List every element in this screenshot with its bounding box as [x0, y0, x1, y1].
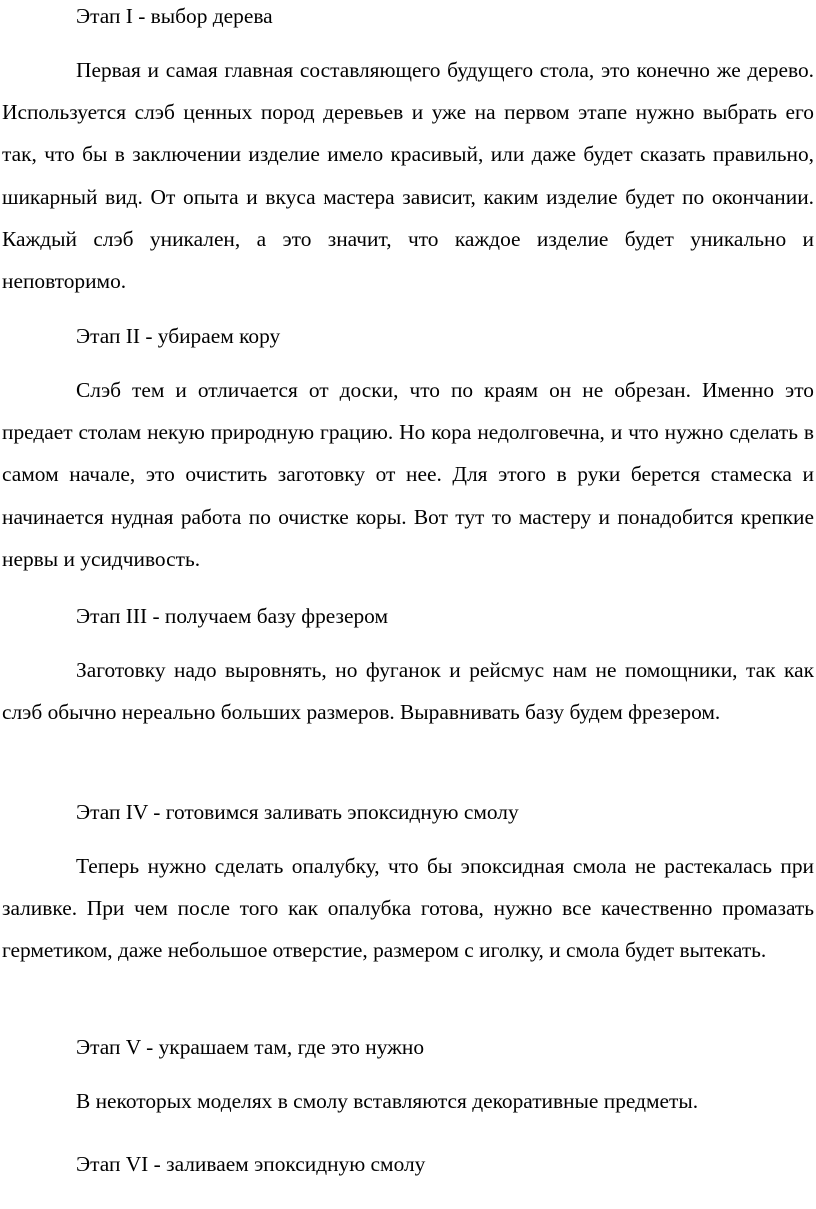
section-heading-1: Этап I - выбор дерева: [76, 4, 273, 28]
section-paragraph-2: Слэб тем и отличается от доски, что по краям он не обрезан. Именно это предает столам некую природную грацию. Но кора недолговечна, и что нужно сделать в самом начале, это очистить заготовку от нее. Для этого в руки берется стамеска и начинается нудная работа по очистке коры. Вот тут то мастеру и понадобится крепкие нервы и усидчивость.: [2, 378, 814, 571]
section-paragraph-4: Теперь нужно сделать опалубку, что бы эпоксидная смола не растекалась при заливке. При чем после того как опалубка готова, нужно все качественно промазать герметиком, даже небольшое отверстие, размером с иголку, и смола будет вытекать.: [2, 854, 814, 963]
section-heading-6: Этап VI - заливаем эпоксидную смолу: [76, 1152, 426, 1176]
section-heading-2: Этап II - убираем кору: [76, 324, 281, 348]
section-paragraph-1: Первая и самая главная составляющего будущего стола, это конечно же дерево. Используется слэб ценных пород деревьев и уже на первом этапе нужно выбрать его так, что бы в заключении изделие имело красивый, или даже будет сказать правильно, шикарный вид. От опыта и вкуса мастера зависит, каким изделие будет по окончании. Каждый слэб уникален, а это значит, что каждое изделие будет уникально и неповторимо.: [2, 58, 814, 294]
section-paragraph-3: Заготовку надо выровнять, но фуганок и рейсмус нам не помощники, так как слэб обычно нереально больших размеров. Выравнивать базу будем фрезером.: [2, 658, 814, 725]
section-paragraph-5: В некоторых моделях в смолу вставляются декоративные предметы.: [76, 1089, 699, 1113]
section-heading-5: Этап V - украшаем там, где это нужно: [76, 1035, 425, 1059]
section-heading-4: Этап IV - готовимся заливать эпоксидную смолу: [76, 800, 519, 824]
section-heading-3: Этап III - получаем базу фрезером: [76, 604, 388, 628]
